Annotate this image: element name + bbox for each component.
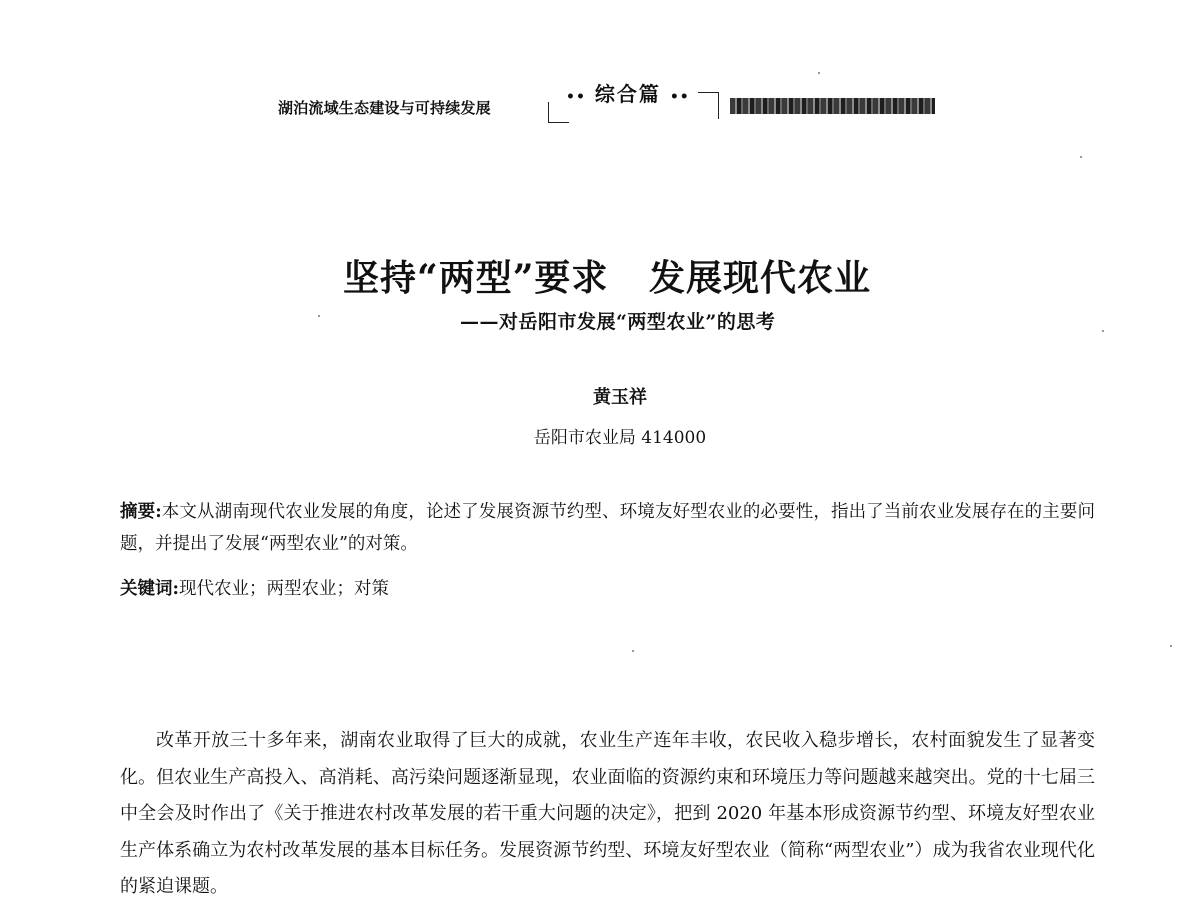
scan-speck (1102, 330, 1104, 332)
abstract-text: 本文从湖南现代农业发展的角度，论述了发展资源节约型、环境友好型农业的必要性，指出了当前农业发展存在的主要问题，并提出了发展“两型农业”的对策。 (120, 502, 1095, 554)
series-title: 湖泊流域生态建设与可持续发展 (278, 99, 491, 117)
abstract-label: 摘要: (120, 502, 162, 522)
scan-speck (1080, 156, 1082, 158)
section-label (566, 78, 690, 107)
header-decorative-bar (730, 98, 935, 114)
keywords-text: 现代农业；两型农业；对策 (178, 579, 389, 599)
scan-speck (1170, 645, 1172, 647)
abstract (120, 496, 1095, 560)
article-subtitle: ——对岳阳市发展“两型农业”的思考 (460, 311, 776, 333)
body-paragraph: 改革开放三十多年来，湖南农业取得了巨大的成就，农业生产连年丰收，农民收入稳步增长，农村面貌发生了显著变化。但农业生产高投入、高消耗、高污染问题逐渐显现，农业面临的资源约束和环境压力等问题越来越突出。党的十七届三中全会及时作出了《关于推进农村改革发展的若干重大问题的决定》，把到 2020 年基本形成资源节约型、环境友好型农业生产体系确立为农村改革发展的基本目标任务。发展资源节约型、环境友好型农业（简称“两型农业”）成为我省农业现代化的紧迫课题。 (120, 730, 1095, 897)
section-dots-left: •• (566, 89, 586, 105)
scan-speck (318, 315, 320, 317)
author-affiliation: 岳阳市农业局 414000 (533, 428, 707, 448)
running-header (278, 78, 948, 126)
keywords-label: 关键词: (120, 579, 179, 599)
section-label-text: 综合篇 (594, 82, 661, 106)
author-name: 黄玉祥 (593, 387, 647, 408)
keywords (120, 575, 1095, 603)
section-dots-right: •• (669, 89, 690, 105)
header-frame-right (698, 92, 719, 119)
scan-speck (632, 650, 634, 652)
scan-speck (818, 72, 820, 74)
article-title: 坚持“两型”要求 发展现代农业 (342, 257, 871, 299)
